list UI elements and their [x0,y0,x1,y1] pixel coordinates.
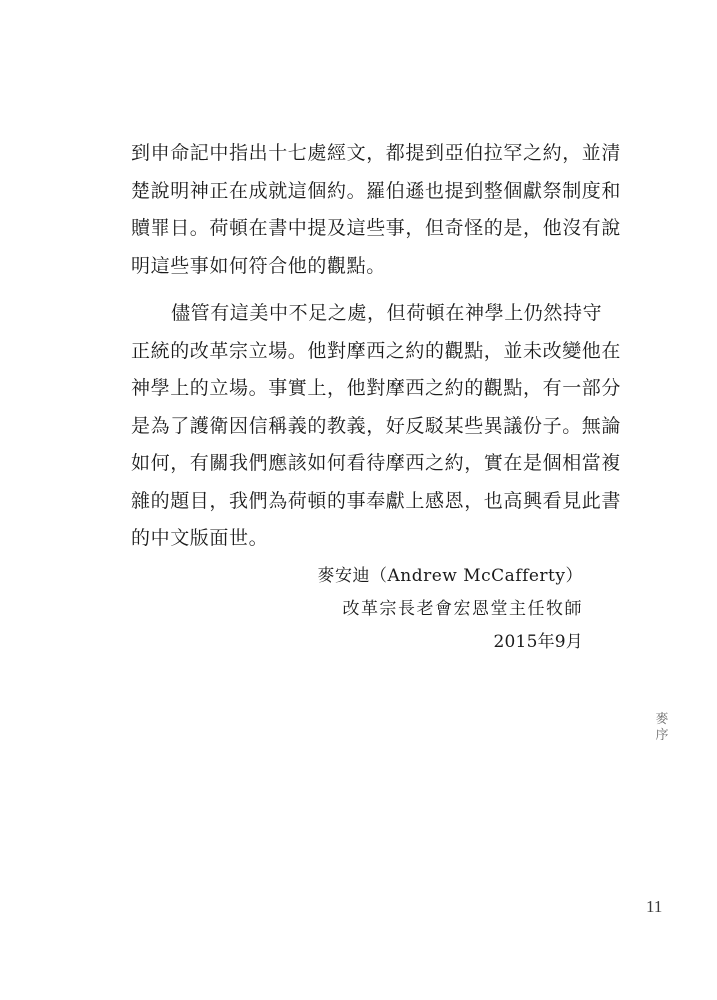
text-line: 神學上的立場。事實上，他對摩西之約的觀點，有一部分 [131,377,622,399]
section-label-char: 序 [655,728,669,743]
text-line: 是為了護衛因信稱義的教義，好反駁某些異議份子。無論 [131,414,622,437]
text-line: 明這些事如何符合他的觀點。 [131,254,386,277]
text-line: 的中文版面世。 [131,527,269,549]
section-label-char: 麥 [655,712,669,727]
page-number: 11 [646,897,663,916]
body-text [131,142,622,567]
signature-date: 2015年9月 [493,632,583,652]
paragraph-1 [131,142,622,277]
paragraph-2 [131,302,622,549]
text-line: 雜的題目，我們為荷頓的事奉獻上感恩，也高興看見此書 [131,489,622,512]
signature-block [317,568,583,667]
text-line: 如何，有關我們應該如何看待摩西之約，實在是個相當複 [131,452,622,474]
signature-title: 改革宗長老會宏恩堂主任牧師 [342,599,583,619]
text-line: 楚說明神正在成就這個約。羅伯遜也提到整個獻祭制度和 [131,179,622,202]
running-section-label [654,712,670,744]
text-line: 正統的改革宗立場。他對摩西之約的觀點，並未改變他在 [131,339,622,362]
text-line: 贖罪日。荷頓在書中提及這些事，但奇怪的是，他沒有說 [131,217,622,239]
signature-name: 麥安迪（Andrew McCafferty） [317,566,583,586]
text-line: 到申命記中指出十七處經文，都提到亞伯拉罕之約，並清 [131,142,622,164]
text-line: 儘管有這美中不足之處，但荷頓在神學上仍然持守 [171,302,603,324]
